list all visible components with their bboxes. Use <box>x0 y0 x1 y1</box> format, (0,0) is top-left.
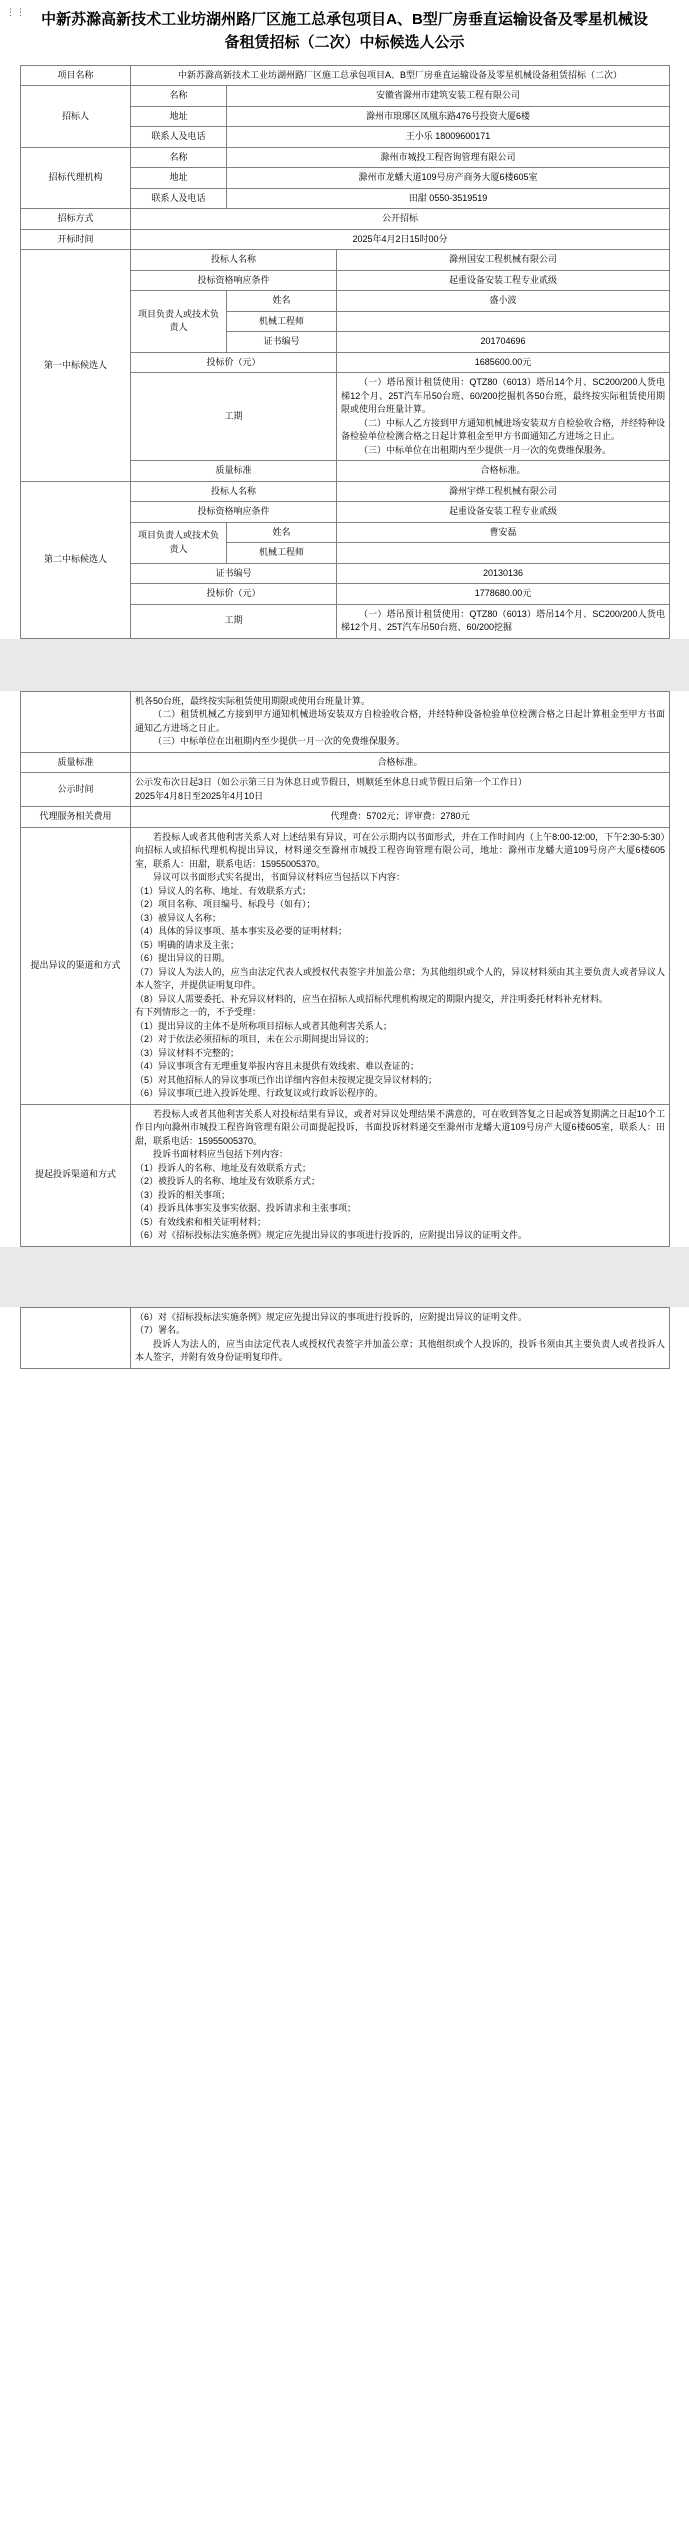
publicity-line-2: 2025年4月8日至2025年4月10日 <box>135 790 264 801</box>
page-break-gap-2 <box>0 1247 689 1307</box>
duration-item: （一）塔吊预计租赁使用：QTZ80（6013）塔吊14个月、SC200/200人货电梯12个月、25T汽车吊50台班、60/200挖掘 <box>341 608 666 632</box>
candidate-1-charge-title <box>337 311 670 332</box>
announcement-table-middle <box>20 691 670 1247</box>
candidate-2-price: 1778680.00元 <box>337 584 670 605</box>
tenderer-address-key: 地址 <box>131 106 227 127</box>
publicity-line-1: 公示发布次日起3日（如公示第三日为休息日或节假日，则顺延至休息日或节假日后第一个工作日） <box>135 777 528 787</box>
candidate-1-quality: 合格标准。 <box>337 461 670 482</box>
complaint-para: 投诉人为法人的，应当由法定代表人或授权代表签字并加盖公章；其他组织或个人投诉的，投诉书须由其主要负责人或者投诉人本人签字，并附有效身份证明复印件。 <box>135 1338 665 1362</box>
page-title: 中新苏滁高新技术工业坊湖州路厂区施工总承包项目A、B型厂房垂直运输设备及零星机械设备租赁招标（二次）中标候选人公示 <box>41 11 648 52</box>
duration-item: （二）中标人乙方接到甲方通知机械进场安装双方自检验收合格，并经特种设备检验单位检测合格之日起计算租金至甲方书面通知乙方进场之日止。 <box>341 417 666 441</box>
price-key: 投标价（元） <box>131 584 337 605</box>
agency-name-value: 滁州市城投工程咨询管理有限公司 <box>227 147 670 168</box>
duration-key: 工期 <box>131 604 337 638</box>
charge-name-key: 姓名 <box>227 522 337 543</box>
complaint-para: 若投标人或者其他利害关系人对投标结果有异议，或者对异议处理结果不满意的，可在收到答复之日起或答复期满之日起10个工作日内向滁州市城投工程咨询管理有限公司面提起投诉，书面投诉材料递交至滁州市龙蟠大道109号房产大厦6楼605室，联系人：田甜，联系电话：15955005370。 <box>135 1108 665 1146</box>
objection-para: （6）提出异议的日期。 <box>135 953 231 963</box>
candidate-2-label: 第二中标候选人 <box>21 481 131 638</box>
duration-item: （二）租赁机械乙方接到甲方通知机械进场安装双方自检验收合格，并经特种设备检验单位检测合格之日起计算租金至甲方书面通知乙方进场之日止。 <box>135 709 665 733</box>
objection-channel-label: 提出异议的渠道和方式 <box>21 827 131 1104</box>
agency-contact-key: 联系人及电话 <box>131 188 227 209</box>
objection-para: （7）异议人为法人的，应当由法定代表人或授权代表签字并加盖公章；为其他组织或个人的，异议材料须由其主要负责人或者异议人本人签字，并提供证明复印件。 <box>135 966 665 990</box>
table-row <box>21 773 670 807</box>
tenderer-address-value: 滁州市琅琊区凤凰东路476号投资大厦6楼 <box>227 106 670 127</box>
price-key: 投标价（元） <box>131 352 337 373</box>
objection-para: （3）异议材料不完整的； <box>135 1047 240 1058</box>
candidate-2-charge-title <box>337 543 670 564</box>
candidate-2-quality-key: 质量标准 <box>21 752 131 773</box>
table-row <box>21 481 670 502</box>
table-row <box>21 209 670 230</box>
duration-item: （一）塔吊预计租赁使用：QTZ80（6013）塔吊14个月、SC200/200人货电梯12个月、25T汽车吊50台班、60/200挖掘机各50台班，最终按实际租赁使用期限或使用台班量计算。 <box>341 377 666 414</box>
bidder-name-key: 投标人名称 <box>131 481 337 502</box>
complaint-para: （6）对《招标投标法实施条例》规定应先提出异议的事项进行投诉的，应附提出异议的证明文件。 <box>135 1230 528 1240</box>
bid-method-label: 招标方式 <box>21 209 131 230</box>
complaint-channel-label: 提起投诉渠道和方式 <box>21 1104 131 1246</box>
objection-channel-value <box>131 827 670 1104</box>
agency-fee-label: 代理服务相关费用 <box>21 807 131 828</box>
table-row <box>21 752 670 773</box>
candidate-1-charge-cert: 201704696 <box>337 332 670 353</box>
project-name-value: 中新苏滁高新技术工业坊湖州路厂区施工总承包项目A、B型厂房垂直运输设备及零星机械设备租赁招标（二次） <box>131 65 670 86</box>
table-row <box>21 807 670 828</box>
publicity-time-value <box>131 773 670 807</box>
objection-para: （4）具体的异议事项、基本事实及必要的证明材料； <box>135 926 348 936</box>
charge-person-key: 项目负责人或技术负责人 <box>131 522 227 563</box>
page-break-gap <box>0 639 689 691</box>
table-row <box>21 147 670 168</box>
complaint-para: （1）投诉人的名称、地址及有效联系方式； <box>135 1162 312 1173</box>
candidate-1-label: 第一中标候选人 <box>21 250 131 482</box>
complaint-para: （6）对《招标投标法实施条例》规定应先提出异议的事项进行投诉的，应附提出异议的证明文件。 <box>135 1311 528 1322</box>
candidate-2-bidder-name: 滁州宇烨工程机械有限公司 <box>337 481 670 502</box>
announcement-table-top <box>20 65 670 639</box>
complaint-para: 投诉书面材料应当包括下列内容： <box>153 1149 289 1159</box>
candidate-1-price: 1685600.00元 <box>337 352 670 373</box>
objection-para: （6）异议事项已进入投诉处理、行政复议或行政诉讼程序的。 <box>135 1088 384 1098</box>
complaint-channel-value <box>131 1104 670 1246</box>
objection-para: 有下列情形之一的，不予受理： <box>135 1007 262 1017</box>
table-row <box>21 65 670 86</box>
candidate-1-qualification: 起重设备安装工程专业贰级 <box>337 270 670 291</box>
agency-name-key: 名称 <box>131 147 227 168</box>
duration-item: 机各50台班，最终按实际租赁使用期限或使用台班量计算。 <box>135 695 371 706</box>
open-time-value: 2025年4月2日15时00分 <box>131 229 670 250</box>
candidate-2-duration <box>337 604 670 638</box>
objection-para: （8）异议人需要委托、补充异议材料的，应当在招标人或招标代理机构规定的期限内提交，并注明委托材料补充材料。 <box>135 993 609 1004</box>
candidate-2-charge-name: 曹安磊 <box>337 522 670 543</box>
objection-para: （1）提出异议的主体不是所称项目招标人或者其他利害关系人； <box>135 1020 393 1031</box>
quality-key: 质量标准 <box>131 461 337 482</box>
objection-para: （4）异议事项含有无理重复举报内容且未提供有效线索、难以查证的； <box>135 1061 420 1071</box>
objection-para: 若投标人或者其他利害关系人对上述结果有异议，可在公示期内以书面形式，并在工作时间内（上午8:00-12:00，下午2:30-5:30）向招标人或招标代理机构提出异议，材料递交至滁州市城投工程咨询管理有限公司，地址：滁州市龙蟠大道109号房产大厦6楼605室，联系人：田甜，联系电话：15955005370。 <box>135 831 665 869</box>
objection-para: （1）异议人的名称、地址、有效联系方式； <box>135 885 312 896</box>
complaint-continued-value <box>131 1307 670 1368</box>
bidder-name-key: 投标人名称 <box>131 250 337 271</box>
agency-fee-value: 代理费：5702元；评审费：2780元 <box>131 807 670 828</box>
tenderer-contact-value: 王小乐 18009600171 <box>227 127 670 148</box>
table-row <box>21 86 670 107</box>
charge-person-key: 项目负责人或技术负责人 <box>131 291 227 353</box>
open-time-label: 开标时间 <box>21 229 131 250</box>
duration-key: 工期 <box>131 373 337 461</box>
qualification-key: 投标资格响应条件 <box>131 270 337 291</box>
tenderer-contact-key: 联系人及电话 <box>131 127 227 148</box>
candidate-1-bidder-name: 滁州国安工程机械有限公司 <box>337 250 670 271</box>
candidate-2-duration-continued <box>131 691 670 752</box>
drag-handle-icon: ⋮⋮ <box>6 7 26 17</box>
charge-name-key: 姓名 <box>227 291 337 312</box>
complaint-para: （2）被投诉人的名称、地址及有效联系方式； <box>135 1176 321 1186</box>
candidate-2-charge-cert: 20130136 <box>337 563 670 584</box>
complaint-continued-label <box>21 1307 131 1368</box>
table-row <box>21 827 670 1104</box>
charge-cert-key: 证书编号 <box>131 563 337 584</box>
charge-title-key: 机械工程师 <box>227 543 337 564</box>
table-row <box>21 691 670 752</box>
project-name-label: 项目名称 <box>21 65 131 86</box>
bid-method-value: 公开招标 <box>131 209 670 230</box>
charge-cert-key: 证书编号 <box>227 332 337 353</box>
objection-para: （2）对于依法必须招标的项目，未在公示期间提出异议的； <box>135 1034 375 1044</box>
agency-address-key: 地址 <box>131 168 227 189</box>
complaint-para: （7）署名。 <box>135 1325 186 1335</box>
complaint-para: （3）投诉的相关事项； <box>135 1189 231 1200</box>
qualification-key: 投标资格响应条件 <box>131 502 337 523</box>
tenderer-name-value: 安徽省滁州市建筑安装工程有限公司 <box>227 86 670 107</box>
duration-continued-label <box>21 691 131 752</box>
candidate-1-duration <box>337 373 670 461</box>
table-row <box>21 1307 670 1368</box>
objection-para: （5）明确的请求及主张； <box>135 939 240 950</box>
candidate-1-charge-name: 盛小波 <box>337 291 670 312</box>
objection-para: （2）项目名称、项目编号、标段号（如有）； <box>135 899 316 909</box>
agency-contact-value: 田甜 0550-3519519 <box>227 188 670 209</box>
objection-para: 异议可以书面形式实名提出，书面异议材料应当包括以下内容： <box>153 872 406 882</box>
complaint-para: （4）投诉具体事实及事实依据、投诉请求和主张事项； <box>135 1203 357 1213</box>
duration-item: （三）中标单位在出租期内至少提供一月一次的免费维保服务。 <box>153 736 406 746</box>
objection-para: （3）被异议人名称； <box>135 912 222 923</box>
candidate-2-qualification: 起重设备安装工程专业贰级 <box>337 502 670 523</box>
agency-label: 招标代理机构 <box>21 147 131 209</box>
table-row <box>21 1104 670 1246</box>
charge-title-key: 机械工程师 <box>227 311 337 332</box>
agency-address-value: 滁州市龙蟠大道109号房产商务大厦6楼605室 <box>227 168 670 189</box>
table-row <box>21 250 670 271</box>
candidate-2-quality: 合格标准。 <box>131 752 670 773</box>
tenderer-label: 招标人 <box>21 86 131 148</box>
duration-item: （三）中标单位在出租期内至少提供一月一次的免费维保服务。 <box>359 444 612 455</box>
announcement-table-bottom <box>20 1307 670 1369</box>
complaint-para: （5）有效线索和相关证明材料； <box>135 1216 267 1227</box>
tenderer-name-key: 名称 <box>131 86 227 107</box>
table-row <box>21 229 670 250</box>
objection-para: （5）对其他招标人的异议事项已作出详细内容但未按规定提交异议材料的； <box>135 1074 438 1085</box>
publicity-time-label: 公示时间 <box>21 773 131 807</box>
